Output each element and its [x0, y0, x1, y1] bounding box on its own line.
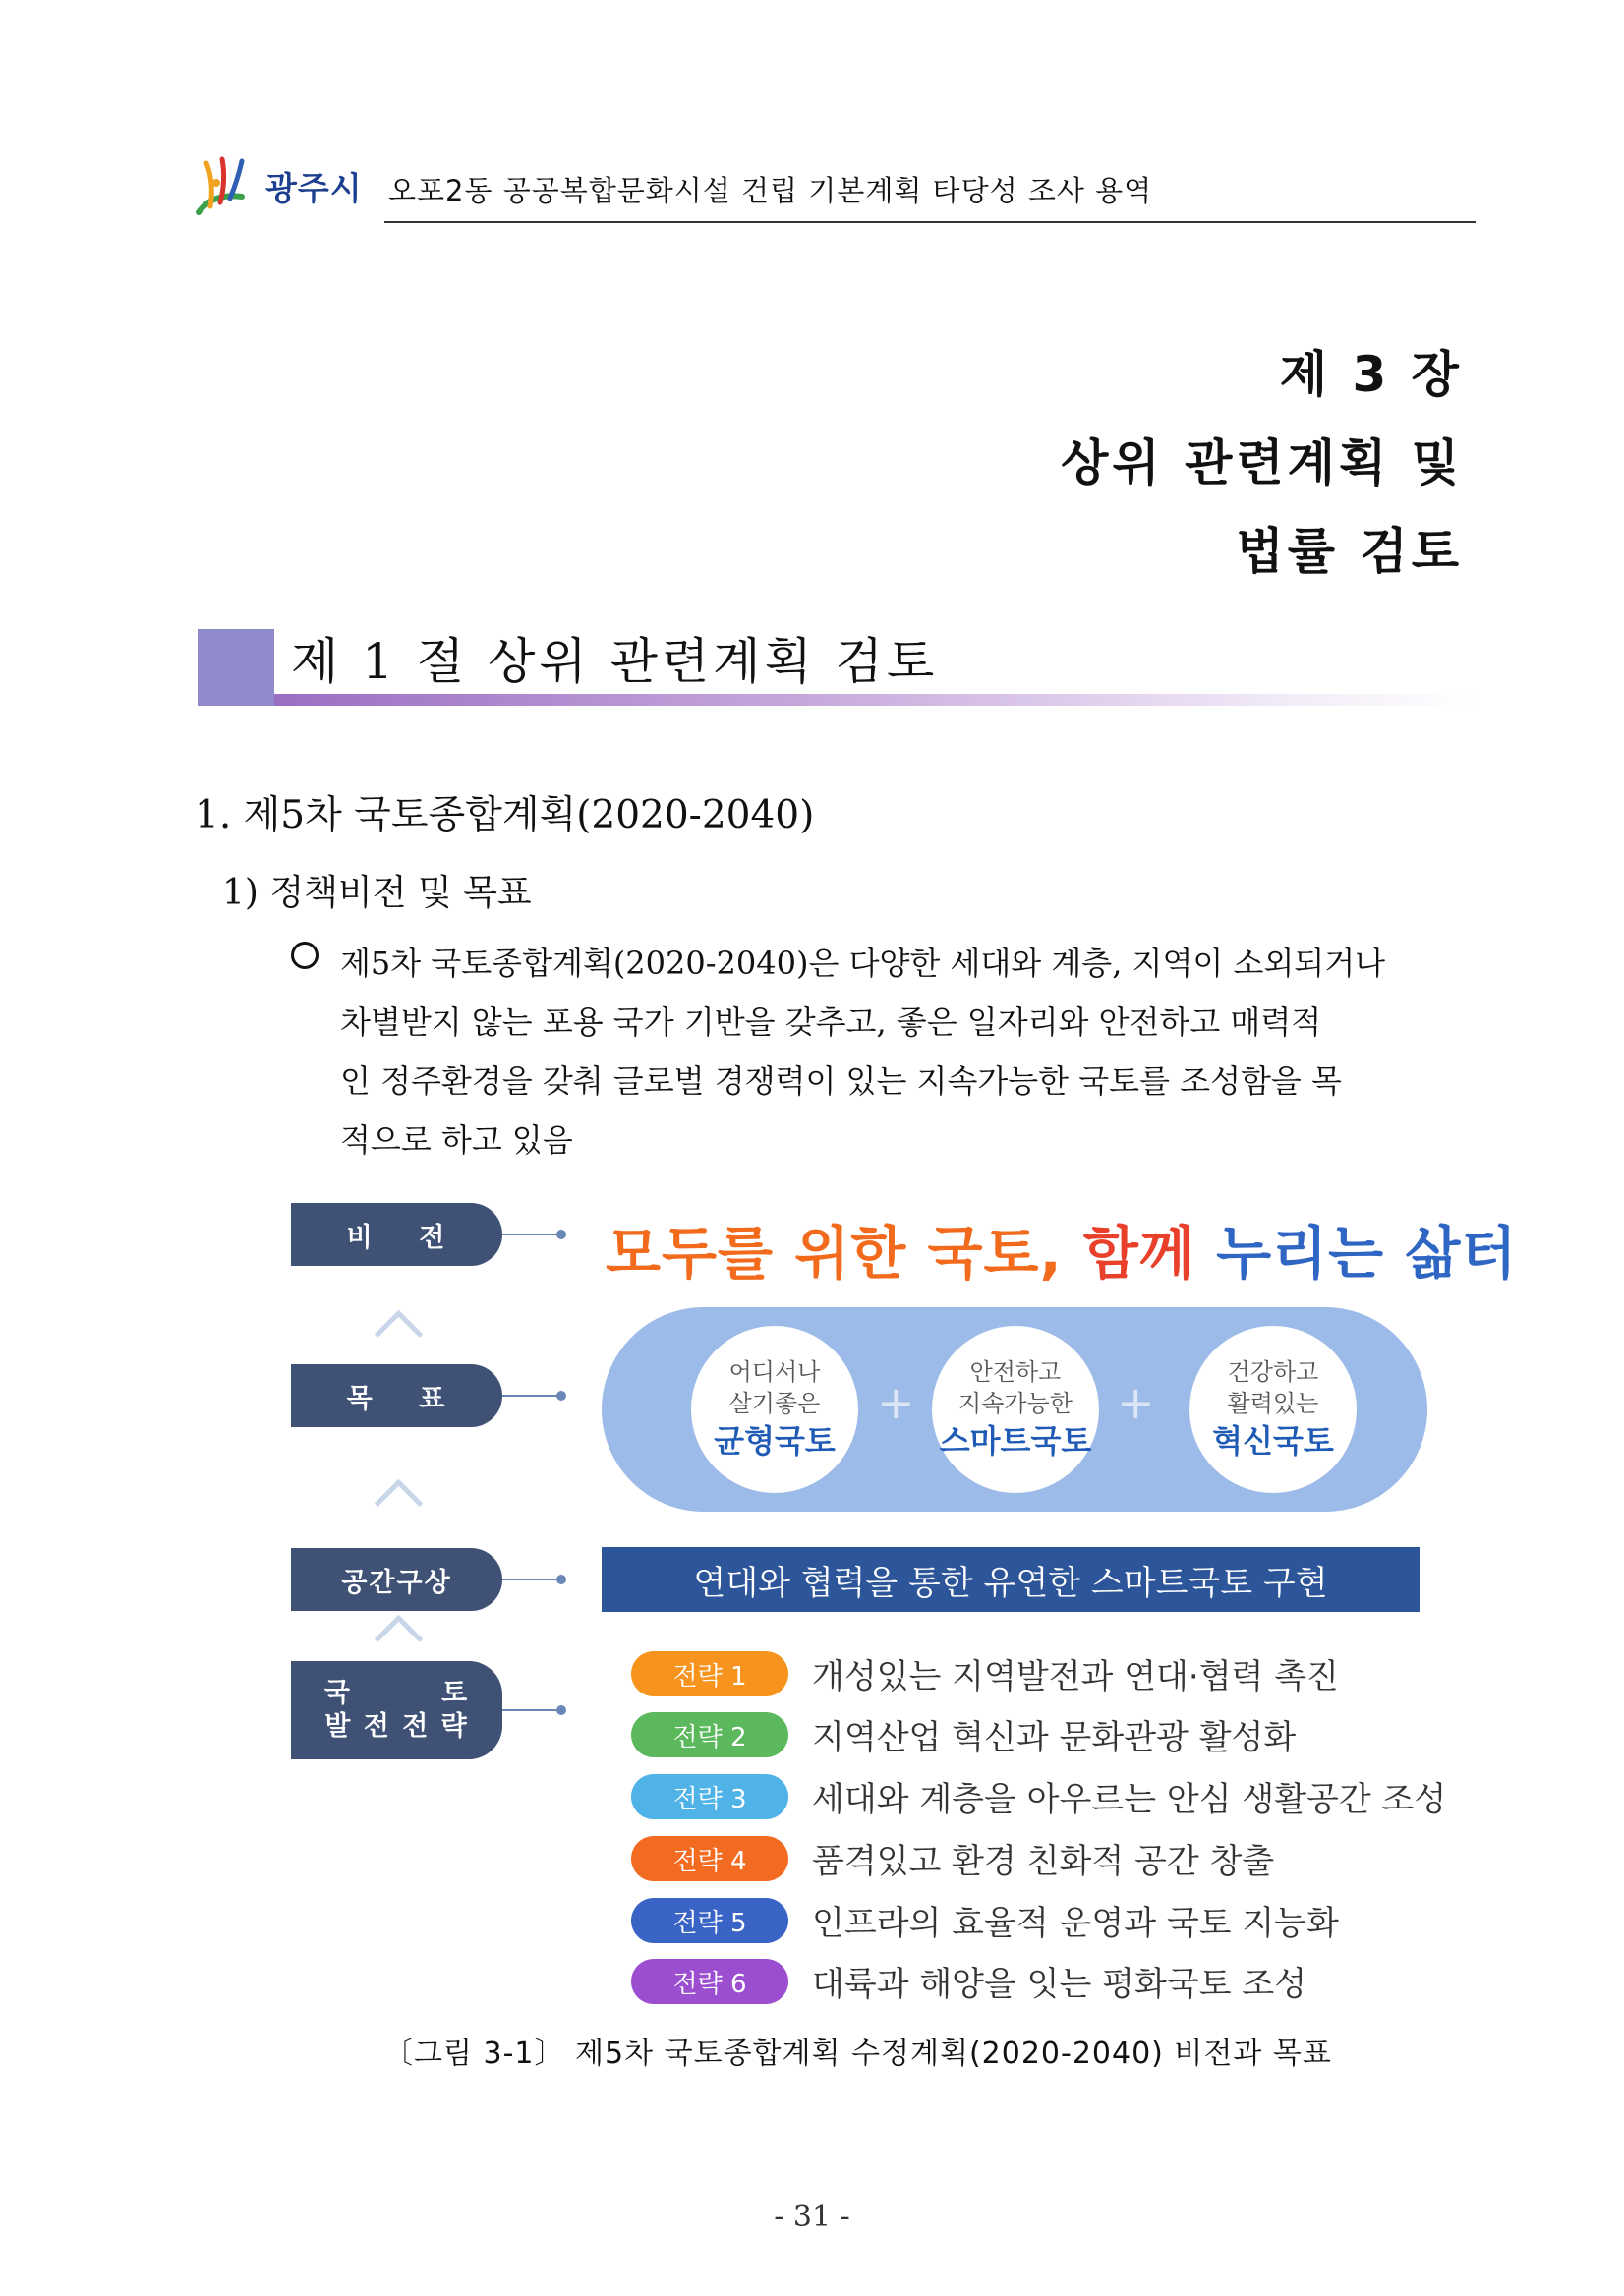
section-underline	[274, 694, 1476, 706]
connector-dot	[556, 1391, 566, 1401]
header-divider	[384, 221, 1476, 223]
circle-bullet-icon	[291, 942, 319, 969]
paragraph-line: 적으로 하고 있음	[340, 1121, 573, 1159]
plus-icon: +	[1117, 1376, 1155, 1429]
vision-part3: 누리는 삶터	[1216, 1220, 1518, 1287]
strategy-text: 인프라의 효율적 운영과 국토 지능화	[812, 1904, 1339, 1943]
connector-line	[502, 1234, 561, 1235]
figure-caption: 〔그림 3-1〕 제5차 국토종합계획 수정계획(2020-2040) 비전과 목표	[383, 2037, 1332, 2071]
section-title: 제 1 절 상위 관련계획 검토	[291, 633, 939, 690]
strategy-text: 품격있고 환경 친화적 공간 창출	[812, 1842, 1275, 1881]
strategy-text: 지역산업 혁신과 문화관광 활성화	[812, 1718, 1297, 1757]
connector-dot	[556, 1230, 566, 1239]
vision-statement	[606, 1207, 1517, 1290]
paragraph-line: 제5차 국토종합계획(2020-2040)은 다양한 세대와 계층, 지역이 소외되거나	[340, 945, 1386, 982]
connector-line	[502, 1709, 561, 1711]
plus-icon: +	[877, 1376, 915, 1429]
paragraph-line: 인 정주환경을 갖춰 글로벌 경쟁력이 있는 지속가능한 국토를 조성함을 목	[340, 1062, 1342, 1100]
strategy-pill: 전략 2	[631, 1712, 788, 1757]
heading-2: 1) 정책비전 및 목표	[222, 873, 532, 913]
vision-part2: 함께	[1082, 1220, 1195, 1287]
label-strategy-line1: 국 토	[323, 1678, 470, 1708]
strategy-pill: 전략 1	[631, 1651, 788, 1696]
label-strategy-line2: 발 전 전 략	[324, 1711, 469, 1742]
strategy-text: 대륙과 해양을 잇는 평화국토 조성	[812, 1965, 1307, 2004]
label-vision: 비 전	[291, 1203, 502, 1266]
chapter-title-line1: 상위 관련계획 및	[1061, 434, 1463, 491]
goal-circle	[691, 1326, 858, 1493]
strategy-text: 세대와 계층을 아우르는 안심 생활공간 조성	[812, 1780, 1447, 1819]
goal-line1: 어디서나	[728, 1358, 821, 1386]
strategy-pill: 전략 5	[631, 1898, 788, 1943]
connector-line	[502, 1395, 561, 1397]
header-title: 오포2동 공공복합문화시설 건립 기본계획 타당성 조사 용역	[388, 174, 1153, 207]
strategy-text: 개성있는 지역발전과 연대·협력 촉진	[812, 1657, 1339, 1696]
connector-dot	[556, 1705, 566, 1715]
goal-circle	[1189, 1326, 1357, 1493]
goal-name: 균형국토	[714, 1422, 836, 1460]
label-goal: 목 표	[291, 1364, 502, 1427]
label-strategy	[291, 1661, 502, 1759]
goal-name: 스마트국토	[939, 1422, 1092, 1460]
goal-circle	[932, 1326, 1099, 1493]
connector-line	[502, 1578, 561, 1580]
strategy-pill: 전략 4	[631, 1836, 788, 1881]
heading-1: 1. 제5차 국토종합계획(2020-2040)	[195, 793, 815, 837]
body-paragraph	[340, 934, 1480, 1170]
goal-line1: 건강하고	[1227, 1358, 1319, 1386]
gwangju-logo-icon	[193, 153, 250, 216]
up-arrow-icon	[375, 1479, 423, 1527]
vision-part1: 모두를 위한 국토,	[606, 1220, 1063, 1287]
goal-line1: 안전하고	[969, 1358, 1062, 1386]
space-concept-bar: 연대와 협력을 통한 유연한 스마트국토 구현	[602, 1547, 1420, 1612]
up-arrow-icon	[375, 1310, 423, 1358]
label-space: 공간구상	[291, 1548, 502, 1611]
page-number: - 31 -	[774, 2200, 850, 2234]
strategy-pill: 전략 3	[631, 1774, 788, 1819]
paragraph-line: 차별받지 않는 포용 국가 기반을 갖추고, 좋은 일자리와 안전하고 매력적	[340, 1004, 1322, 1041]
goal-line2: 살기좋은	[728, 1390, 821, 1417]
goal-line2: 활력있는	[1227, 1390, 1319, 1417]
goal-name: 혁신국토	[1212, 1422, 1334, 1460]
section-marker	[198, 629, 274, 706]
chapter-title-line2: 법률 검토	[1236, 523, 1463, 580]
connector-dot	[556, 1575, 566, 1584]
chapter-title	[1061, 330, 1463, 596]
strategy-pill: 전략 6	[631, 1959, 788, 2004]
chapter-number: 제 3 장	[1279, 346, 1463, 403]
logo-text: 광주시	[265, 169, 363, 207]
up-arrow-icon	[375, 1615, 423, 1663]
goal-line2: 지속가능한	[958, 1390, 1073, 1417]
